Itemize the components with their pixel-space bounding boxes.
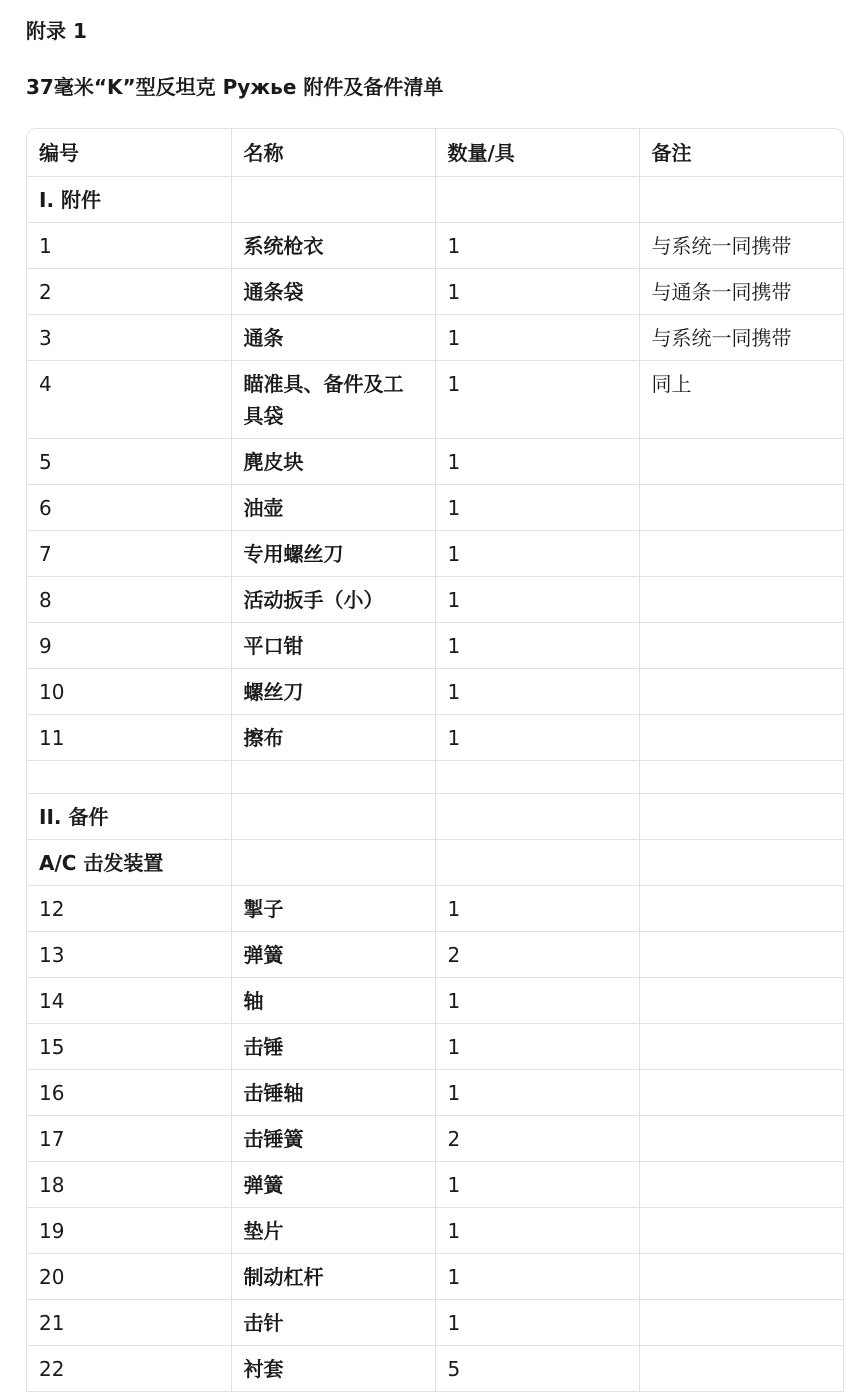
cell-name: 通条袋 bbox=[231, 268, 435, 314]
blank-row bbox=[27, 760, 843, 793]
cell-quantity: 1 bbox=[435, 1161, 639, 1207]
cell-name: 擦布 bbox=[231, 714, 435, 760]
cell-name: 平口钳 bbox=[231, 622, 435, 668]
cell-name: 专用螺丝刀 bbox=[231, 530, 435, 576]
cell-remarks bbox=[639, 1253, 843, 1299]
cell-number: 3 bbox=[27, 314, 231, 360]
cell-quantity: 1 bbox=[435, 576, 639, 622]
cell-number: 12 bbox=[27, 885, 231, 931]
cell-remarks bbox=[639, 885, 843, 931]
cell-name bbox=[231, 760, 435, 793]
table-row bbox=[27, 931, 843, 977]
cell-name: 轴 bbox=[231, 977, 435, 1023]
cell-name: 衬套 bbox=[231, 1345, 435, 1391]
table-body bbox=[27, 176, 843, 1391]
cell-number: 8 bbox=[27, 576, 231, 622]
table-row bbox=[27, 1345, 843, 1391]
header-name: 名称 bbox=[231, 129, 435, 176]
cell-remarks bbox=[639, 530, 843, 576]
header-quantity: 数量/具 bbox=[435, 129, 639, 176]
table-row bbox=[27, 885, 843, 931]
table-row bbox=[27, 1115, 843, 1161]
cell-remarks bbox=[639, 793, 843, 839]
table-row bbox=[27, 668, 843, 714]
cell-number: 13 bbox=[27, 931, 231, 977]
cell-remarks bbox=[639, 1207, 843, 1253]
cell-remarks bbox=[639, 1023, 843, 1069]
cell-remarks bbox=[639, 1345, 843, 1391]
cell-number: 4 bbox=[27, 360, 231, 438]
cell-quantity: 1 bbox=[435, 314, 639, 360]
cell-remarks: 与系统一同携带 bbox=[639, 222, 843, 268]
cell-remarks bbox=[639, 438, 843, 484]
cell-number: 16 bbox=[27, 1069, 231, 1115]
cell-name: 通条 bbox=[231, 314, 435, 360]
cell-number: 9 bbox=[27, 622, 231, 668]
cell-name: 制动杠杆 bbox=[231, 1253, 435, 1299]
cell-name: 系统枪衣 bbox=[231, 222, 435, 268]
cell-number: 21 bbox=[27, 1299, 231, 1345]
cell-quantity bbox=[435, 839, 639, 885]
table-row bbox=[27, 1023, 843, 1069]
cell-number: 10 bbox=[27, 668, 231, 714]
cell-number: 1 bbox=[27, 222, 231, 268]
cell-quantity: 1 bbox=[435, 222, 639, 268]
cell-quantity: 1 bbox=[435, 977, 639, 1023]
table-row bbox=[27, 1069, 843, 1115]
table-row bbox=[27, 360, 843, 438]
cell-name: 击锤轴 bbox=[231, 1069, 435, 1115]
cell-remarks bbox=[639, 714, 843, 760]
cell-quantity: 5 bbox=[435, 1345, 639, 1391]
cell-name: 垫片 bbox=[231, 1207, 435, 1253]
cell-quantity: 1 bbox=[435, 622, 639, 668]
cell-remarks bbox=[639, 176, 843, 222]
table-row bbox=[27, 977, 843, 1023]
cell-quantity: 1 bbox=[435, 668, 639, 714]
table-row bbox=[27, 622, 843, 668]
table-row bbox=[27, 222, 843, 268]
cell-number: 5 bbox=[27, 438, 231, 484]
cell-quantity: 2 bbox=[435, 1115, 639, 1161]
parts-table bbox=[27, 129, 843, 1392]
cell-quantity: 1 bbox=[435, 1299, 639, 1345]
cell-name: 弹簧 bbox=[231, 931, 435, 977]
cell-quantity: 1 bbox=[435, 530, 639, 576]
header-remarks: 备注 bbox=[639, 129, 843, 176]
cell-remarks bbox=[639, 1115, 843, 1161]
table-row bbox=[27, 1207, 843, 1253]
cell-number: 7 bbox=[27, 530, 231, 576]
section-row bbox=[27, 793, 843, 839]
cell-name: 瞄准具、备件及工具袋 bbox=[231, 360, 435, 438]
cell-remarks bbox=[639, 931, 843, 977]
cell-number: 15 bbox=[27, 1023, 231, 1069]
cell-remarks: 同上 bbox=[639, 360, 843, 438]
cell-number: 19 bbox=[27, 1207, 231, 1253]
table-row bbox=[27, 314, 843, 360]
cell-quantity: 1 bbox=[435, 438, 639, 484]
cell-number: 14 bbox=[27, 977, 231, 1023]
cell-name: 活动扳手（小） bbox=[231, 576, 435, 622]
cell-quantity bbox=[435, 176, 639, 222]
cell-number: 17 bbox=[27, 1115, 231, 1161]
section-row bbox=[27, 176, 843, 222]
cell-name bbox=[231, 793, 435, 839]
cell-remarks bbox=[639, 576, 843, 622]
cell-name: 击针 bbox=[231, 1299, 435, 1345]
cell-number: 6 bbox=[27, 484, 231, 530]
cell-quantity: 1 bbox=[435, 885, 639, 931]
cell-number bbox=[27, 760, 231, 793]
cell-quantity: 1 bbox=[435, 714, 639, 760]
table-header-row bbox=[27, 129, 843, 176]
cell-quantity: 2 bbox=[435, 931, 639, 977]
table-row bbox=[27, 714, 843, 760]
cell-remarks bbox=[639, 1069, 843, 1115]
table-row bbox=[27, 530, 843, 576]
cell-remarks bbox=[639, 668, 843, 714]
cell-number: 22 bbox=[27, 1345, 231, 1391]
cell-name: 麂皮块 bbox=[231, 438, 435, 484]
cell-quantity: 1 bbox=[435, 268, 639, 314]
cell-quantity: 1 bbox=[435, 1207, 639, 1253]
cell-remarks bbox=[639, 760, 843, 793]
cell-remarks: 与系统一同携带 bbox=[639, 314, 843, 360]
cell-number: 11 bbox=[27, 714, 231, 760]
cell-name: 击锤 bbox=[231, 1023, 435, 1069]
cell-quantity: 1 bbox=[435, 1023, 639, 1069]
cell-number: 18 bbox=[27, 1161, 231, 1207]
cell-remarks bbox=[639, 1161, 843, 1207]
cell-quantity bbox=[435, 793, 639, 839]
cell-remarks bbox=[639, 977, 843, 1023]
section-row bbox=[27, 839, 843, 885]
section-label: I. 附件 bbox=[27, 176, 231, 222]
table-row bbox=[27, 576, 843, 622]
table-row bbox=[27, 438, 843, 484]
cell-quantity: 1 bbox=[435, 1069, 639, 1115]
cell-remarks bbox=[639, 839, 843, 885]
table-row bbox=[27, 484, 843, 530]
appendix-label: 附录 1 bbox=[26, 19, 87, 43]
cell-quantity bbox=[435, 760, 639, 793]
cell-name: 击锤簧 bbox=[231, 1115, 435, 1161]
table-row bbox=[27, 268, 843, 314]
cell-name: 油壶 bbox=[231, 484, 435, 530]
cell-remarks bbox=[639, 484, 843, 530]
cell-remarks bbox=[639, 622, 843, 668]
cell-number: 20 bbox=[27, 1253, 231, 1299]
section-label: II. 备件 bbox=[27, 793, 231, 839]
table-row bbox=[27, 1161, 843, 1207]
cell-remarks: 与通条一同携带 bbox=[639, 268, 843, 314]
cell-number: 2 bbox=[27, 268, 231, 314]
cell-quantity: 1 bbox=[435, 360, 639, 438]
cell-remarks bbox=[639, 1299, 843, 1345]
parts-table-container bbox=[26, 128, 844, 1392]
cell-quantity: 1 bbox=[435, 484, 639, 530]
document-title: 37毫米“K”型反坦克 Ружье 附件及备件清单 bbox=[26, 75, 444, 99]
header-number: 编号 bbox=[27, 129, 231, 176]
section-label: A/C 击发装置 bbox=[27, 839, 231, 885]
cell-quantity: 1 bbox=[435, 1253, 639, 1299]
table-row bbox=[27, 1299, 843, 1345]
table-row bbox=[27, 1253, 843, 1299]
cell-name bbox=[231, 176, 435, 222]
cell-name: 弹簧 bbox=[231, 1161, 435, 1207]
cell-name: 螺丝刀 bbox=[231, 668, 435, 714]
cell-name: 掣子 bbox=[231, 885, 435, 931]
cell-name bbox=[231, 839, 435, 885]
